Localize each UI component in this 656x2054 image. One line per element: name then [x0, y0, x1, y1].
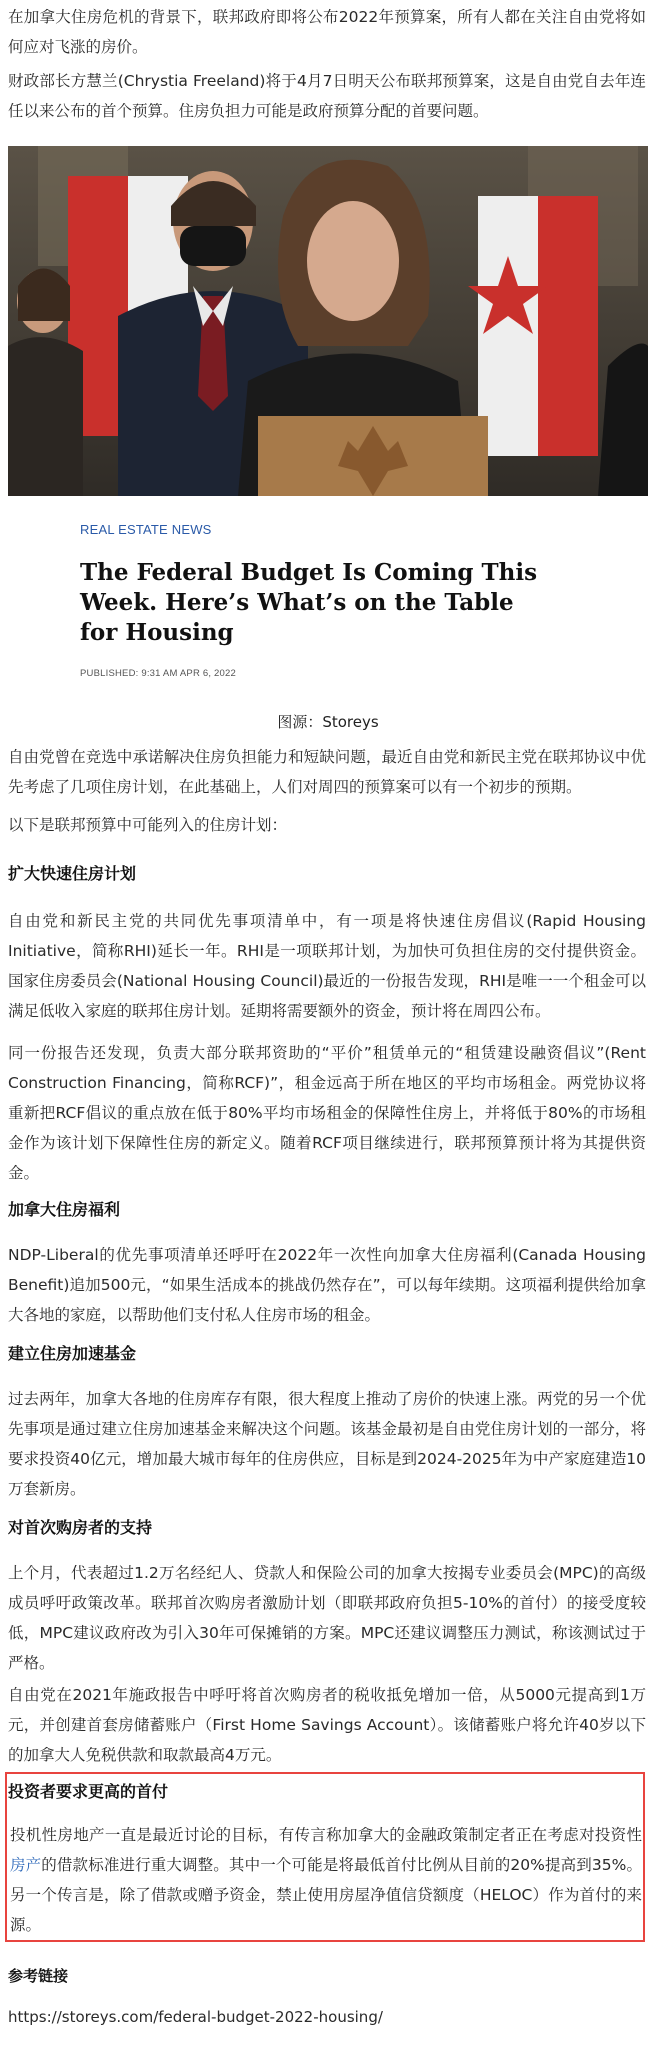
body-paragraph-2: 以下是联邦预算中可能列入的住房计划： [8, 816, 288, 834]
body-paragraph-fhsa: 自由党在2021年施政报告中呼吁将首次购房者的税收抵免增加一倍，从5000元提高到1万元，并创建首套房储蓄账户（First Home Savings Account）。该储蓄账户将允许40岁以下的加拿大人免税供款和取款最高4万元。 [8, 1686, 646, 1764]
body-paragraph-1: 自由党曾在竞选中承诺解决住房负担能力和短缺问题，最近自由党和新民主党在联邦协议中优先考虑了几项住房计划，在此基础上，人们对周四的预算案可以有一个初步的预期。 [8, 748, 646, 796]
press-conference-photo [8, 146, 648, 496]
body-paragraph-mpc: 上个月，代表超过1.2万名经纪人、贷款人和保险公司的加拿大按揭专业委员会(MPC)的高级成员呼吁政策改革。联邦首次购房者激励计划（即联邦政府负担5-10%的首付）的接受度较低，MPC建议政府改为引入30年可保摊销的方案。MPC还建议调整压力测试，称该测试过于严格。 [8, 1564, 646, 1672]
intro-paragraph-1: 在加拿大住房危机的背景下，联邦政府即将公布2022年预算案，所有人都在关注自由党将如何应对飞涨的房价。 [8, 8, 646, 56]
body-paragraph-rcf: 同一份报告还发现，负责大部分联邦资助的“平价”租赁单元的“租赁建设融资倡议”(Rent Construction Financing，简称RCF)”，租金远高于所在地区的平均市场租金。两党协议将重新把RCF倡议的重点放在低于80%平均市场租金的保障性住房上，并将低于80%的市场租金作为该计划下保障性住房的新定义。随着RCF项目继续进行，联邦预算预计将为其提供资金。 [8, 1044, 646, 1182]
reference-label: 参考链接 [8, 1967, 69, 1985]
section-heading-rapid-housing: 扩大快速住房计划 [8, 864, 137, 883]
image-caption: 图源：Storeys [277, 713, 379, 731]
property-link[interactable]: 房产 [10, 1856, 42, 1874]
body-paragraph-acceleration-fund: 过去两年，加拿大各地的住房库存有限，很大程度上推动了房价的快速上涨。两党的另一个优先事项是通过建立住房加速基金来解决这个问题。该基金最初是自由党住房计划的一部分，将要求投资40亿元，增加最大城市每年的住房供应，目标是到2024-2025年为中产家庭建造10万套新房。 [8, 1390, 646, 1498]
intro-paragraph-2: 财政部长方慧兰(Chrystia Freeland)将于4月7日明天公布联邦预算案，这是自由党自去年连任以来公布的首个预算。住房负担力可能是政府预算分配的首要问题。 [8, 72, 646, 120]
body-paragraph-housing-benefit: NDP-Liberal的优先事项清单还呼吁在2022年一次性向加拿大住房福利(Canada Housing Benefit)追加500元，“如果生活成本的挑战仍然存在”，可以每年续期。这项福利提供给加拿大各地的家庭，以帮助他们支付私人住房市场的租金。 [8, 1246, 646, 1324]
section-heading-acceleration-fund: 建立住房加速基金 [8, 1344, 137, 1363]
press-conference-illustration [8, 146, 648, 496]
reference-url[interactable]: https://storeys.com/federal-budget-2022-housing/ [8, 2008, 383, 2026]
investor-text-part-2: 的借款标准进行重大调整。其中一个可能是将最低首付比例从目前的20%提高到35%。另一个传言是，除了借款或赠予资金，禁止使用房屋净值信贷额度（HELOC）作为首付的来源。 [10, 1856, 642, 1934]
body-paragraph-investor [10, 1820, 642, 1940]
article-category[interactable]: REAL ESTATE NEWS [80, 522, 212, 537]
section-heading-first-time-buyers: 对首次购房者的支持 [8, 1518, 153, 1537]
article-published-date: PUBLISHED: 9:31 AM APR 6, 2022 [80, 668, 236, 679]
article-headline[interactable]: The Federal Budget Is Coming This Week. Here’s What’s on the Table for Housing [80, 559, 538, 646]
investor-text-part-1: 投机性房地产一直是最近讨论的目标，有传言称加拿大的金融政策制定者正在考虑对投资性 [10, 1826, 642, 1844]
section-heading-housing-benefit: 加拿大住房福利 [8, 1200, 121, 1219]
body-paragraph-rhi: 自由党和新民主党的共同优先事项清单中，有一项是将快速住房倡议(Rapid Housing Initiative，简称RHI)延长一年。RHI是一项联邦计划，为加快可负担住房的交付提供资金。国家住房委员会(National Housing Council)最近的一份报告发现，RHI是唯一一个租金可以满足低收入家庭的联邦住房计划。延期将需要额外的资金，预计将在周四公布。 [8, 912, 646, 1020]
section-heading-investor-downpayment: 投资者要求更高的首付 [8, 1782, 169, 1801]
